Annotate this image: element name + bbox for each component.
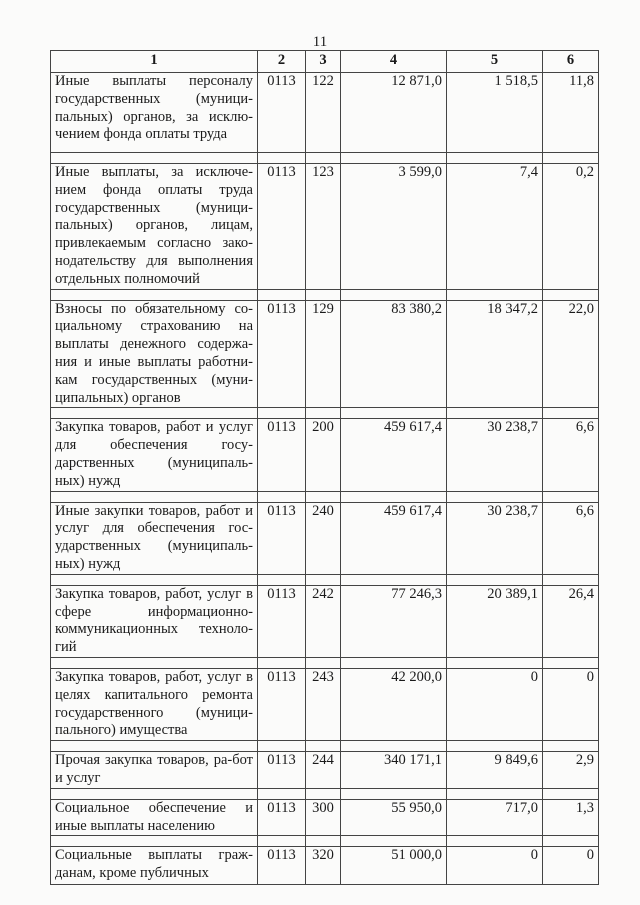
row-percent: 26,4 — [543, 585, 599, 657]
header-col-3: 3 — [306, 51, 341, 73]
row-name: Прочая закупка товаров, ра-бот и услуг — [51, 752, 258, 789]
row-fact: 7,4 — [447, 164, 543, 290]
row-type: 129 — [306, 300, 341, 408]
row-type: 300 — [306, 799, 341, 836]
table-row — [51, 668, 599, 740]
row-percent: 0 — [543, 847, 599, 885]
row-fact: 20 389,1 — [447, 585, 543, 657]
row-fact: 18 347,2 — [447, 300, 543, 408]
row-type: 240 — [306, 502, 341, 574]
table-row — [51, 164, 599, 290]
row-fact: 9 849,6 — [447, 752, 543, 789]
row-plan: 340 171,1 — [341, 752, 447, 789]
row-name: Социальное обеспечение и иные выплаты населению — [51, 799, 258, 836]
row-name: Иные выплаты персоналу государственных (муници-пальных) органов, за исклю-чением фонда оплаты труда — [51, 73, 258, 153]
row-fact: 0 — [447, 668, 543, 740]
header-col-6: 6 — [543, 51, 599, 73]
row-fact: 1 518,5 — [447, 73, 543, 153]
row-name: Социальные выплаты граж-данам, кроме публичных — [51, 847, 258, 885]
row-section: 0113 — [258, 502, 306, 574]
row-fact: 30 238,7 — [447, 419, 543, 491]
table-row — [51, 585, 599, 657]
row-type: 243 — [306, 668, 341, 740]
table-row — [51, 502, 599, 574]
table-row — [51, 799, 599, 836]
row-plan: 12 871,0 — [341, 73, 447, 153]
row-section: 0113 — [258, 847, 306, 885]
row-type: 123 — [306, 164, 341, 290]
row-section: 0113 — [258, 164, 306, 290]
row-name: Взносы по обязательному со-циальному страхованию на выплаты денежного содержа-ния и иные выплаты работни-кам государственных (муни-ципальных) органов — [51, 300, 258, 408]
row-section: 0113 — [258, 585, 306, 657]
budget-table — [50, 50, 599, 885]
row-name: Закупка товаров, работ, услуг в сфере информационно-коммуникационных техноло-гий — [51, 585, 258, 657]
row-plan: 77 246,3 — [341, 585, 447, 657]
row-type: 320 — [306, 847, 341, 885]
row-type: 242 — [306, 585, 341, 657]
table-row — [51, 847, 599, 885]
row-fact: 30 238,7 — [447, 502, 543, 574]
row-name: Иные выплаты, за исключе-нием фонда оплаты труда государственных (муници-пальных) органов, лицам, привлекаемым согласно зако-нодательству для выполнения отдельных полномочий — [51, 164, 258, 290]
row-plan: 459 617,4 — [341, 419, 447, 491]
row-percent: 6,6 — [543, 502, 599, 574]
row-section: 0113 — [258, 73, 306, 153]
row-section: 0113 — [258, 668, 306, 740]
row-plan: 459 617,4 — [341, 502, 447, 574]
row-name: Иные закупки товаров, работ и услуг для обеспечения гос-ударственных (муниципаль-ных) нужд — [51, 502, 258, 574]
header-col-1: 1 — [51, 51, 258, 73]
table-row — [51, 300, 599, 408]
row-plan: 51 000,0 — [341, 847, 447, 885]
row-name: Закупка товаров, работ, услуг в целях капитального ремонта государственного (муници-пального) имущества — [51, 668, 258, 740]
header-col-5: 5 — [447, 51, 543, 73]
table-row — [51, 752, 599, 789]
row-section: 0113 — [258, 799, 306, 836]
table-row — [51, 73, 599, 153]
page-number: 11 — [312, 34, 328, 50]
row-section: 0113 — [258, 300, 306, 408]
row-section: 0113 — [258, 419, 306, 491]
row-percent: 22,0 — [543, 300, 599, 408]
row-section: 0113 — [258, 752, 306, 789]
row-percent: 11,8 — [543, 73, 599, 153]
header-col-2: 2 — [258, 51, 306, 73]
row-plan: 42 200,0 — [341, 668, 447, 740]
row-plan: 3 599,0 — [341, 164, 447, 290]
row-fact: 0 — [447, 847, 543, 885]
row-percent: 1,3 — [543, 799, 599, 836]
table-header-row — [51, 51, 599, 73]
row-plan: 83 380,2 — [341, 300, 447, 408]
row-plan: 55 950,0 — [341, 799, 447, 836]
row-percent: 2,9 — [543, 752, 599, 789]
row-fact: 717,0 — [447, 799, 543, 836]
row-type: 122 — [306, 73, 341, 153]
row-percent: 0,2 — [543, 164, 599, 290]
row-name: Закупка товаров, работ и услуг для обеспечения госу-дарственных (муниципаль-ных) нужд — [51, 419, 258, 491]
header-col-4: 4 — [341, 51, 447, 73]
row-percent: 6,6 — [543, 419, 599, 491]
row-type: 200 — [306, 419, 341, 491]
row-type: 244 — [306, 752, 341, 789]
row-percent: 0 — [543, 668, 599, 740]
table-row — [51, 419, 599, 491]
